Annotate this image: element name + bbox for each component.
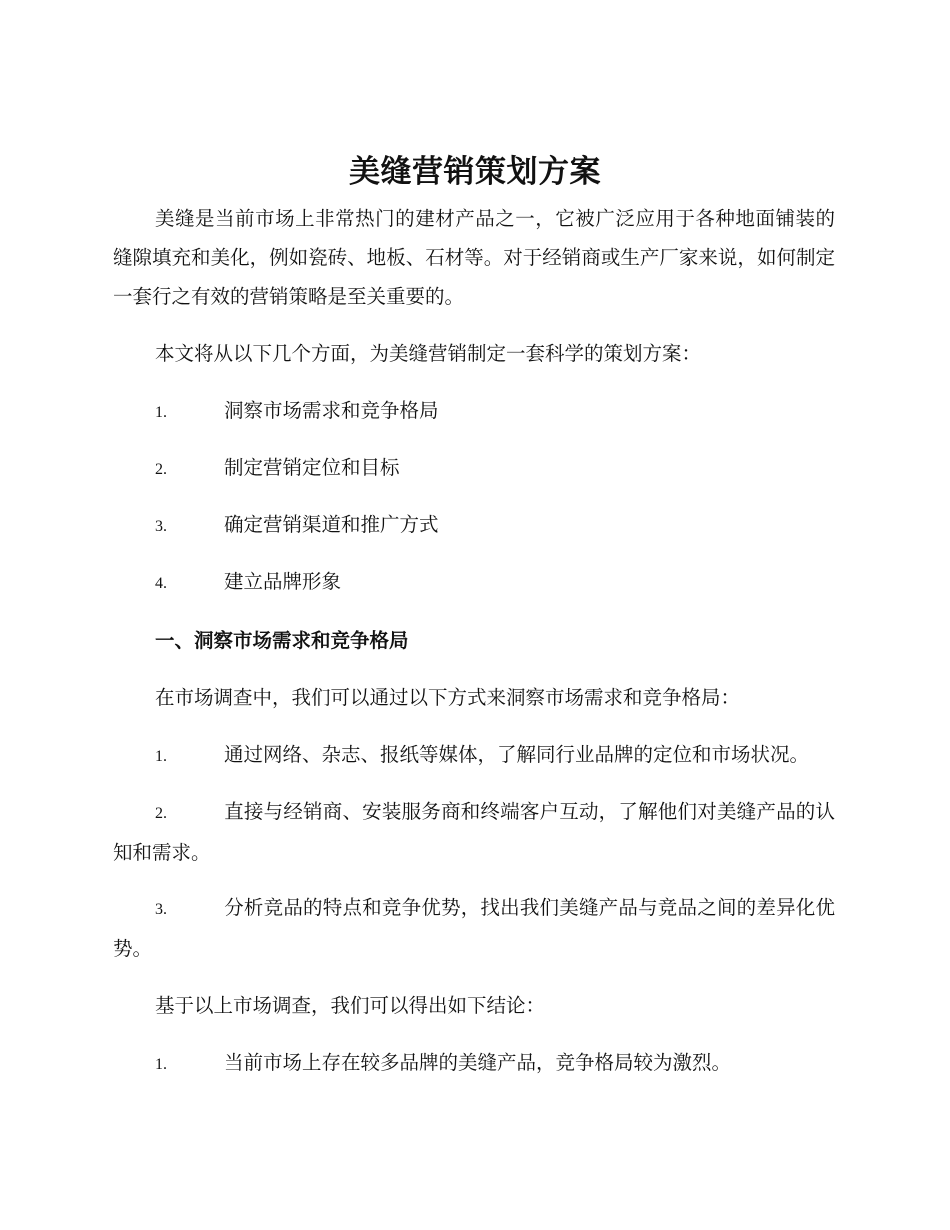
document-body bbox=[113, 199, 835, 1102]
list-item bbox=[113, 505, 835, 546]
list-number: 4. bbox=[155, 575, 167, 592]
list-number: 3. bbox=[155, 518, 167, 535]
document-title: 美缝营销策划方案 bbox=[349, 154, 601, 190]
list-text: 直接与经销商、安装服务商和终端客户互动，了解他们对美缝产品的认知和需求。 bbox=[113, 800, 835, 864]
section-lead: 在市场调查中，我们可以通过以下方式来洞察市场需求和竞争格局： bbox=[155, 686, 741, 709]
list-text: 制定营销定位和目标 bbox=[224, 456, 400, 479]
list-item bbox=[113, 562, 835, 603]
list-number: 2. bbox=[155, 461, 167, 478]
list-text: 确定营销渠道和推广方式 bbox=[224, 513, 439, 536]
outline-lead: 本文将从以下几个方面，为美缝营销制定一套科学的策划方案： bbox=[155, 342, 702, 365]
list-text: 分析竞品的特点和竞争优势，找出我们美缝产品与竞品之间的差异化优势。 bbox=[113, 896, 835, 960]
list-number: 1. bbox=[155, 1056, 167, 1073]
section-heading: 一、洞察市场需求和竞争格局 bbox=[155, 629, 409, 652]
intro-paragraph: 美缝是当前市场上非常热门的建材产品之一，它被广泛应用于各种地面铺装的缝隙填充和美化，例如瓷砖、地板、石材等。对于经销商或生产厂家来说，如何制定一套行之有效的营销策略是至关重要的。 bbox=[113, 207, 835, 308]
conclusions-list bbox=[113, 1043, 835, 1084]
list-text: 建立品牌形象 bbox=[224, 570, 342, 593]
list-item bbox=[113, 391, 835, 432]
conclusion-lead: 基于以上市场调查，我们可以得出如下结论： bbox=[155, 994, 546, 1017]
methods-list bbox=[113, 735, 835, 968]
list-number: 3. bbox=[155, 901, 167, 918]
list-item bbox=[113, 735, 835, 776]
list-number: 1. bbox=[155, 404, 167, 421]
list-item bbox=[113, 1043, 835, 1084]
list-text: 通过网络、杂志、报纸等媒体，了解同行业品牌的定位和市场状况。 bbox=[224, 743, 810, 766]
list-item bbox=[113, 792, 835, 872]
list-number: 1. bbox=[155, 748, 167, 765]
list-text: 当前市场上存在较多品牌的美缝产品，竞争格局较为激烈。 bbox=[224, 1051, 732, 1074]
list-item bbox=[113, 888, 835, 968]
list-text: 洞察市场需求和竞争格局 bbox=[224, 399, 439, 422]
list-item bbox=[113, 448, 835, 489]
outline-list bbox=[113, 391, 835, 603]
list-number: 2. bbox=[155, 805, 167, 822]
